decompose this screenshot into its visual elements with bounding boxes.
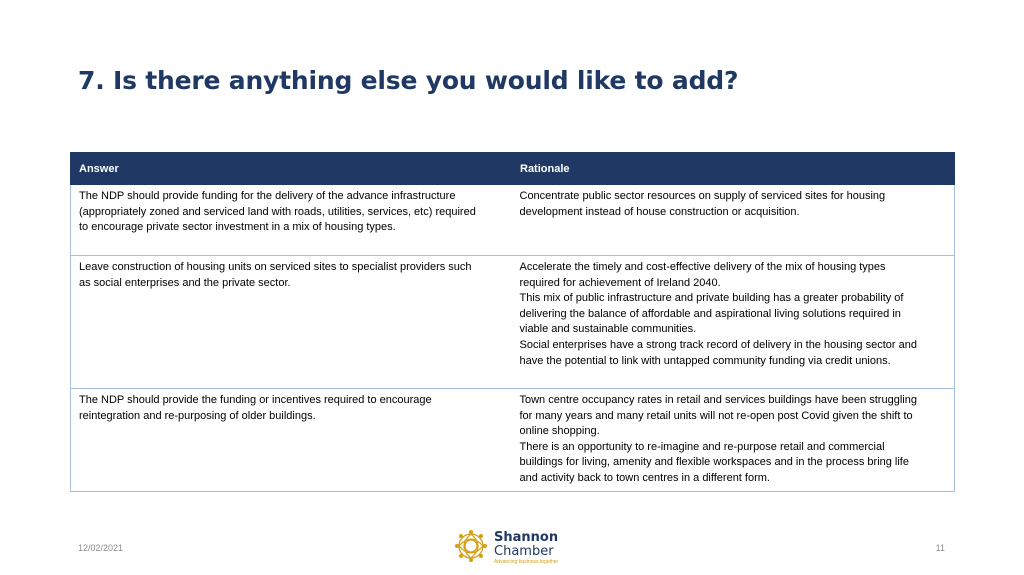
logo-text [494, 531, 558, 565]
answer-cell [71, 256, 512, 389]
answer-line: Leave construction of housing units on serviced sites to specialist providers such [79, 261, 472, 273]
rationale-line: have the potential to link with untapped community funding via credit unions. [519, 354, 891, 367]
page-number: 11 [935, 543, 945, 553]
column-header-rationale: Rationale [512, 153, 955, 185]
answer-cell [71, 185, 512, 256]
answer-line: to encourage private sector investment in a mix of housing types. [79, 221, 396, 234]
rationale-line: for many years and many retail units will not re-open post Covid given the shift to [519, 409, 913, 422]
table-row [71, 256, 955, 389]
rationale-line: and activity back to town centres in a different form. [519, 471, 770, 484]
page-title: 7. Is there anything else you would like to add? [78, 66, 739, 95]
rationale-line: buildings for living, amenity and flexible workspaces and in the process bring life [519, 456, 909, 469]
rationale-line: Social enterprises have a strong track record of delivery in the housing sector and [519, 338, 917, 351]
rationale-line: Accelerate the timely and cost-effective delivery of the mix of housing types [519, 261, 886, 273]
footer-date: 12/02/2021 [78, 543, 124, 553]
rationale-cell [512, 185, 955, 256]
logo-name-shannon: Shannon [494, 530, 559, 545]
rationale-line: This mix of public infrastructure and private building has a greater probability of [519, 292, 904, 305]
answer-cell [71, 389, 512, 492]
rationale-line: Town centre occupancy rates in retail and services buildings have been struggling [519, 394, 917, 406]
shannon-chamber-logo [452, 528, 558, 568]
rationale-line: viable and sustainable communities. [519, 323, 697, 336]
logo-name-chamber: Chamber [494, 544, 554, 559]
answer-line: The NDP should provide the funding or incentives required to encourage [79, 394, 432, 406]
chamber-emblem-icon [452, 527, 490, 570]
answer-line: as social enterprises and the private sector. [79, 276, 291, 289]
answer-line: The NDP should provide funding for the delivery of the advance infrastructure [79, 190, 456, 202]
answer-line: (appropriately zoned and serviced land with roads, utilities, services, etc) required [79, 205, 476, 218]
rationale-line: Concentrate public sector resources on supply of serviced sites for housing [519, 190, 886, 202]
rationale-line: There is an opportunity to re-imagine and re-purpose retail and commercial [519, 440, 885, 453]
rationale-line: required for achievement of Ireland 2040. [519, 276, 721, 289]
answer-line: reintegration and re-purposing of older buildings. [79, 409, 316, 422]
rationale-cell [512, 256, 955, 389]
logo-tagline: Advancing business together [494, 559, 559, 565]
rationale-cell [512, 389, 955, 492]
table-row [71, 389, 955, 492]
rationale-line: delivering the balance of affordable and aspirational living solutions required in [519, 307, 901, 320]
rationale-line: development instead of house construction or acquisition. [519, 205, 800, 218]
table-header-row [71, 153, 955, 185]
answers-table [70, 152, 955, 492]
rationale-line: online shopping. [519, 425, 600, 438]
column-header-answer: Answer [71, 153, 512, 185]
table-row [71, 185, 955, 256]
